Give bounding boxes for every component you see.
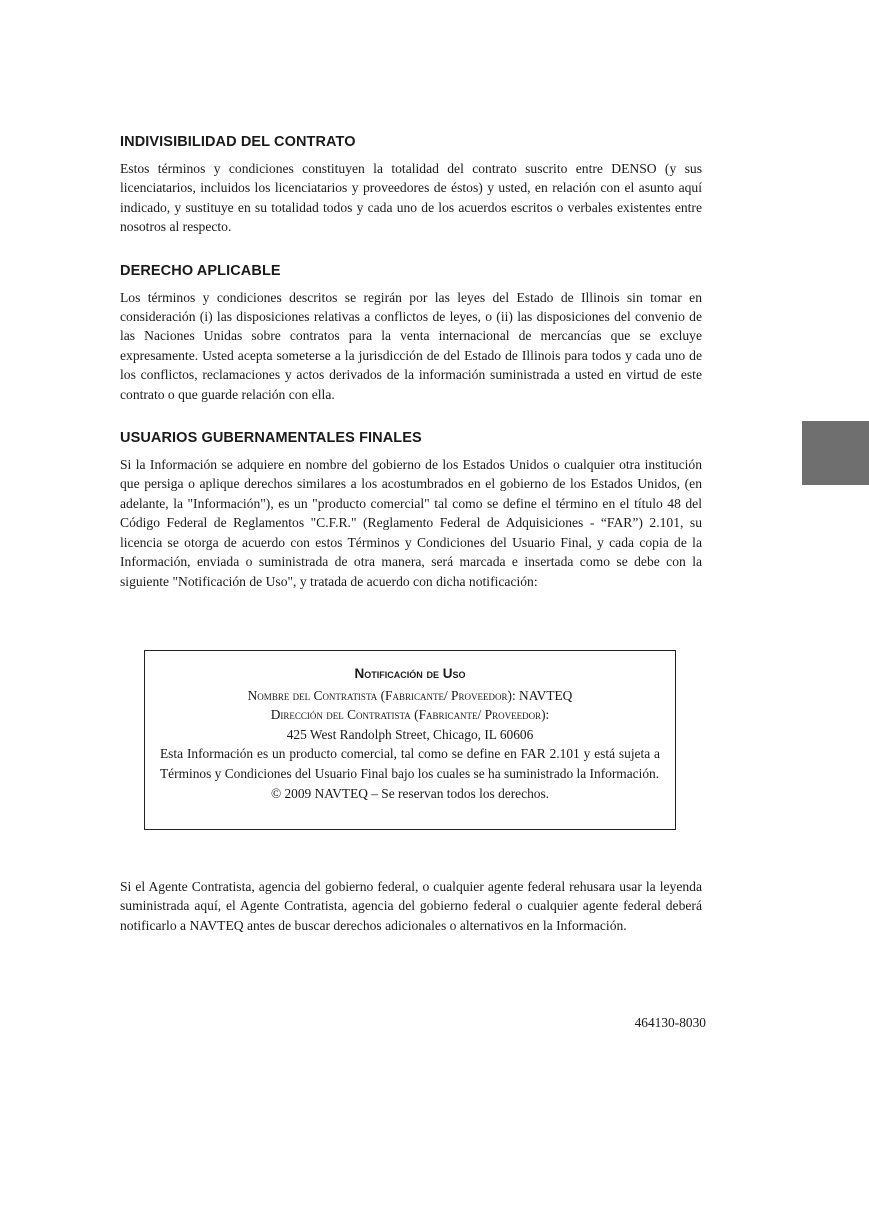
contractor-address-value: 425 West Randolph Street, Chicago, IL 60606 [286, 726, 534, 742]
contractor-name-label: Nombre del Contratista (Fabricante/ Proveedor): [247, 688, 516, 703]
notice-body: Esta Información es un producto comercial, tal como se define en FAR 2.101 y está sujeta a Términos y Condiciones del Usuario Final bajo los cuales se ha suministrado la Información. [160, 746, 660, 781]
closing-section [120, 877, 702, 935]
section-heading: INDIVISIBILIDAD DEL CONTRATO [120, 134, 356, 150]
section-applicable-law [120, 262, 702, 404]
copyright-line: © 2009 NAVTEQ – Se reservan todos los derechos. [270, 786, 550, 802]
section-body: Estos términos y condiciones constituyen la totalidad del contrato suscrito entre DENSO (y sus licenciatarios, incluidos los licenciatarios y proveedores de éstos) y usted, en relación con el asunto aquí indicado, y sustituye en su totalidad todos y cada uno de los acuerdos escritos o verbales existentes entre nosotros al respecto. [120, 161, 702, 235]
main-content [120, 133, 702, 591]
notice-of-use-box [144, 650, 676, 830]
notice-title: Notificación de Uso [354, 666, 466, 681]
contractor-name-line [160, 686, 660, 705]
section-entire-agreement [120, 133, 702, 237]
document-number: 464130-8030 [634, 1015, 706, 1030]
chapter-side-tab [802, 421, 869, 485]
contractor-address-label: Dirección del Contratista (Fabricante/ Proveedor): [270, 707, 550, 723]
section-body: Los términos y condiciones descritos se regirán por las leyes del Estado de Illinois sin tomar en consideración (i) las disposiciones relativas a conflictos de leyes, o (ii) las disposiciones del convenio de las Naciones Unidas sobre contratos para la venta internacional de mercancías que se excluye expresamente. Usted acepta someterse a la jurisdicción de del Estado de Illinois para todos y cada uno de los conflictos, reclamaciones y actos derivados de la información suministrada a usted en virtud de este contrato o que guarde relación con ella. [120, 289, 702, 402]
section-heading: USUARIOS GUBERNAMENTALES FINALES [120, 430, 422, 447]
closing-paragraph: Si el Agente Contratista, agencia del gobierno federal, o cualquier agente federal rehusara usar la leyenda suministrada aquí, el Agente Contratista, agencia del gobierno federal o cualquier agente federal deberá notificarlo a NAVTEQ antes de buscar derechos adicionales o alternativos en la Información. [120, 879, 702, 933]
section-government-end-users [120, 429, 702, 591]
section-body: Si la Información se adquiere en nombre del gobierno de los Estados Unidos o cualquier otra institución que persiga o aplique derechos similares a los acostumbrados en el gobierno de los Estados Unidos, (en adelante, la "Información"), es un "producto comercial" tal como se define el término en el título 48 del Código Federal de Reglamentos "C.F.R." (Reglamento Federal de Adquisiciones - “FAR”) 2.101, su licencia se otorga de acuerdo con estos Términos y Condiciones del Usuario Final, y cada copia de la Información, enviada o suministrada de otra manera, será marcada e insertada como se debe con la siguiente "Notificación de Uso", y tratada de acuerdo con dicha notificación: [120, 457, 702, 589]
contractor-name-value: NAVTEQ [519, 688, 573, 703]
section-heading: DERECHO APLICABLE [120, 262, 281, 279]
